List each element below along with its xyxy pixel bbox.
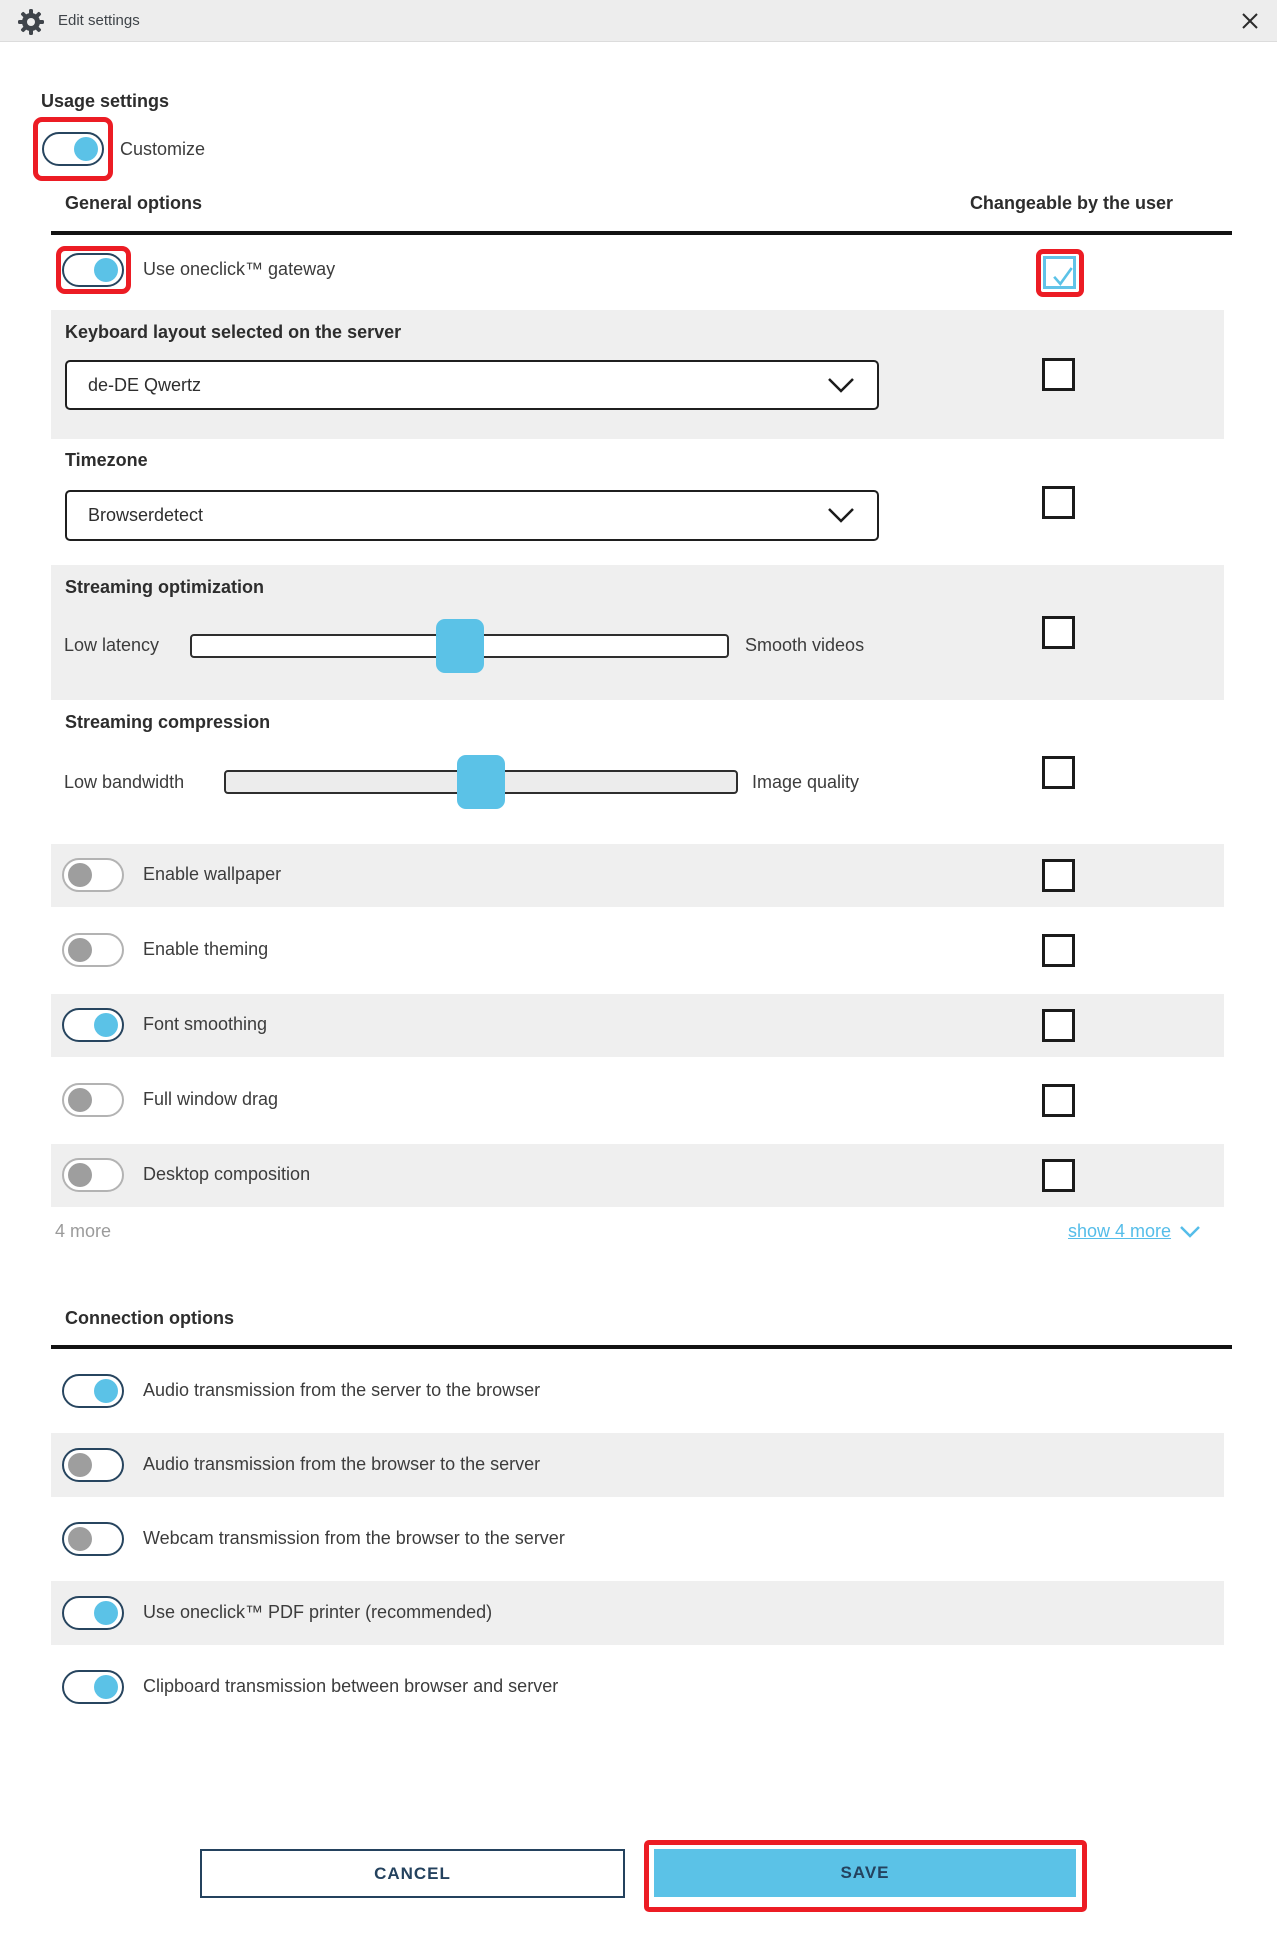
- image-quality-label: Image quality: [752, 772, 860, 792]
- keyboard-layout-label: Keyboard layout selected on the server: [65, 322, 402, 342]
- connection-options-divider: [51, 1345, 1232, 1349]
- chevron-down-icon: [827, 507, 855, 529]
- webcam-toggle[interactable]: [62, 1522, 124, 1556]
- slider-thumb[interactable]: [436, 619, 484, 673]
- gateway-changeable-checkbox[interactable]: [1043, 256, 1076, 289]
- pdf-printer-label: Use oneclick™ PDF printer (recommended): [143, 1602, 493, 1622]
- enable-wallpaper-toggle[interactable]: [62, 858, 124, 892]
- low-bandwidth-label: Low bandwidth: [64, 772, 185, 792]
- keyboard-changeable-checkbox[interactable]: [1042, 358, 1075, 391]
- optimization-changeable-checkbox[interactable]: [1042, 616, 1075, 649]
- audio-server-to-browser-toggle[interactable]: [62, 1374, 124, 1408]
- font-smoothing-toggle[interactable]: [62, 1008, 124, 1042]
- webcam-label: Webcam transmission from the browser to the server: [143, 1528, 565, 1548]
- full-window-drag-toggle[interactable]: [62, 1083, 124, 1117]
- usage-settings-heading: Usage settings: [41, 91, 170, 111]
- gear-icon: [18, 9, 44, 35]
- wallpaper-changeable-checkbox[interactable]: [1042, 859, 1075, 892]
- audio-browser-to-server-toggle[interactable]: [62, 1448, 124, 1482]
- gateway-toggle[interactable]: [62, 253, 124, 287]
- customize-toggle[interactable]: [42, 132, 104, 166]
- show-more-link[interactable]: [1068, 1221, 1201, 1242]
- toggle-knob: [94, 258, 118, 282]
- streaming-compression-heading: Streaming compression: [65, 712, 271, 732]
- slider-thumb[interactable]: [457, 755, 505, 809]
- timezone-changeable-checkbox[interactable]: [1042, 486, 1075, 519]
- save-button[interactable]: SAVE: [654, 1849, 1076, 1897]
- general-options-divider: [51, 231, 1232, 235]
- enable-wallpaper-label: Enable wallpaper: [143, 864, 282, 884]
- timezone-value: Browserdetect: [88, 505, 204, 525]
- compression-changeable-checkbox[interactable]: [1042, 756, 1075, 789]
- desktop-composition-changeable-checkbox[interactable]: [1042, 1159, 1075, 1192]
- pdf-printer-toggle[interactable]: [62, 1596, 124, 1630]
- full-window-drag-label: Full window drag: [143, 1089, 279, 1109]
- font-smoothing-label: Font smoothing: [143, 1014, 268, 1034]
- desktop-composition-label: Desktop composition: [143, 1164, 311, 1184]
- connection-options-heading: Connection options: [65, 1308, 234, 1328]
- streaming-optimization-slider[interactable]: [190, 634, 729, 658]
- customize-label: Customize: [120, 139, 206, 159]
- dialog-titlebar: [0, 0, 1277, 42]
- toggle-knob: [68, 938, 92, 962]
- chevron-down-icon: [1179, 1225, 1201, 1239]
- timezone-select[interactable]: [65, 490, 879, 541]
- streaming-compression-slider[interactable]: [224, 770, 738, 794]
- desktop-composition-toggle[interactable]: [62, 1158, 124, 1192]
- toggle-knob: [94, 1601, 118, 1625]
- changeable-by-user-heading: Changeable by the user: [969, 193, 1173, 213]
- more-count-text: 4 more: [55, 1221, 112, 1241]
- gateway-label: Use oneclick™ gateway: [143, 259, 336, 279]
- clipboard-toggle[interactable]: [62, 1670, 124, 1704]
- toggle-knob: [94, 1379, 118, 1403]
- toggle-knob: [68, 863, 92, 887]
- toggle-knob: [68, 1163, 92, 1187]
- toggle-knob: [68, 1453, 92, 1477]
- streaming-optimization-heading: Streaming optimization: [65, 577, 265, 597]
- keyboard-layout-value: de-DE Qwertz: [88, 375, 202, 395]
- enable-theming-label: Enable theming: [143, 939, 269, 959]
- cancel-button[interactable]: CANCEL: [200, 1849, 625, 1898]
- audio-browser-to-server-label: Audio transmission from the browser to the server: [143, 1454, 541, 1474]
- toggle-knob: [74, 137, 98, 161]
- close-icon[interactable]: [1237, 8, 1263, 34]
- general-options-heading: General options: [65, 193, 203, 213]
- toggle-knob: [68, 1088, 92, 1112]
- timezone-label: Timezone: [65, 450, 148, 470]
- clipboard-label: Clipboard transmission between browser and server: [143, 1676, 559, 1696]
- full-window-drag-changeable-checkbox[interactable]: [1042, 1084, 1075, 1117]
- show-more-label: show 4 more: [1068, 1221, 1172, 1241]
- toggle-knob: [68, 1527, 92, 1551]
- toggle-knob: [94, 1675, 118, 1699]
- keyboard-layout-select[interactable]: [65, 360, 879, 410]
- chevron-down-icon: [827, 377, 855, 399]
- theming-changeable-checkbox[interactable]: [1042, 934, 1075, 967]
- toggle-knob: [94, 1013, 118, 1037]
- low-latency-label: Low latency: [64, 635, 160, 655]
- font-smoothing-changeable-checkbox[interactable]: [1042, 1009, 1075, 1042]
- enable-theming-toggle[interactable]: [62, 933, 124, 967]
- smooth-videos-label: Smooth videos: [745, 635, 865, 655]
- audio-server-to-browser-label: Audio transmission from the server to the browser: [143, 1380, 541, 1400]
- dialog-title: Edit settings: [58, 12, 140, 29]
